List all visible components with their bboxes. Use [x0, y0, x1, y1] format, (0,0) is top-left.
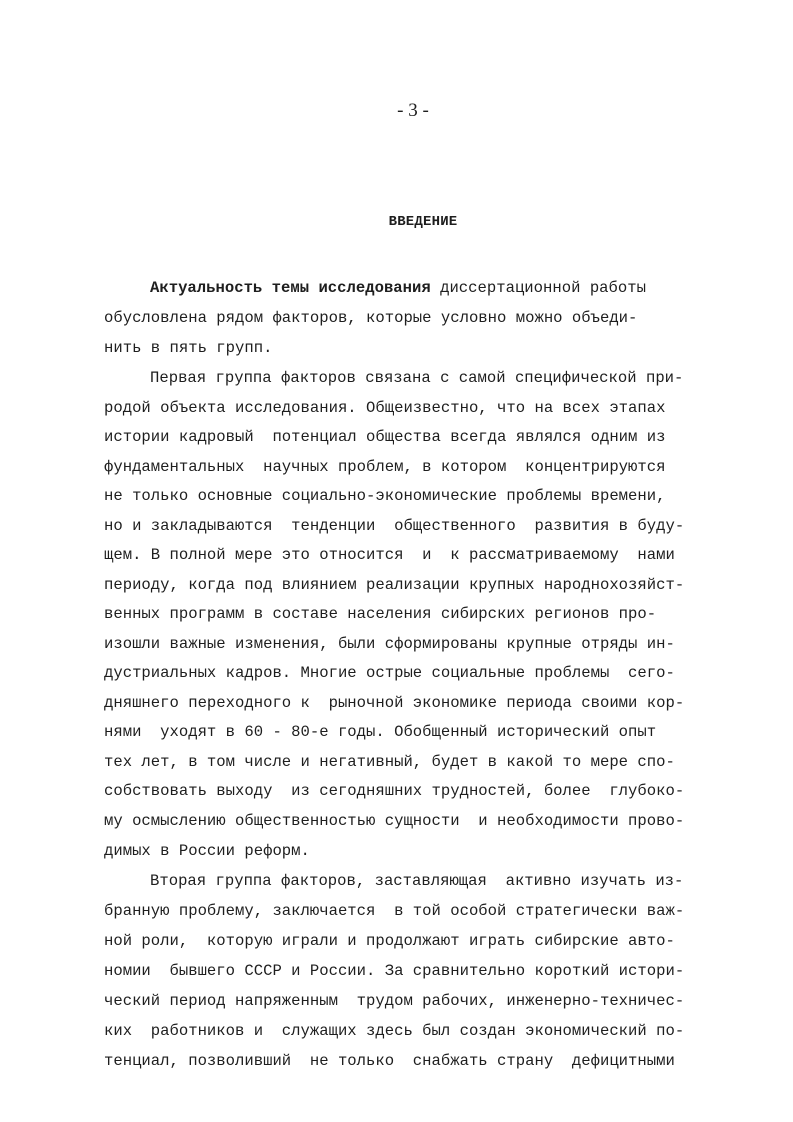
paragraph-line: периоду, когда под влиянием реализации крупных народнохозяйст- — [104, 576, 685, 594]
paragraph-line: тех лет, в том числе и негативный, будет в какой то мере спо- — [104, 753, 675, 771]
paragraph-line: дняшнего переходного к рыночной экономике периода своими кор- — [104, 694, 685, 712]
paragraph-line: ческий период напряженным трудом рабочих, инженерно-техничес- — [104, 992, 685, 1010]
paragraph-line: но и закладываются тенденции общественного развития в буду- — [104, 517, 685, 535]
paragraph-line: бранную проблему, заключается в той особой стратегически важ- — [104, 902, 685, 920]
page-number: - 3 - — [397, 100, 429, 121]
paragraph-line: фундаментальных научных проблем, в котором концентрируются — [104, 458, 666, 476]
paragraph-line: Вторая группа факторов, заставляющая активно изучать из- — [150, 872, 684, 890]
paragraph-line: венных программ в составе населения сибирских регионов про- — [104, 605, 657, 623]
paragraph-line: нями уходят в 60 - 80-е годы. Обобщенный исторический опыт — [104, 723, 657, 741]
section-heading: ВВЕДЕНИЕ — [388, 214, 458, 230]
paragraph-line: родой объекта исследования. Общеизвестно, что на всех этапах — [104, 399, 666, 417]
paragraph-line: ких работников и служащих здесь был создан экономический по- — [104, 1022, 685, 1040]
paragraph-line: не только основные социально-экономические проблемы времени, — [104, 487, 666, 505]
paragraph-line: щем. В полной мере это относится и к рассматриваемому нами — [104, 546, 675, 564]
line-text: диссертационной работы — [430, 279, 646, 297]
paragraph-line: обусловлена рядом факторов, которые условно можно объеди- — [104, 309, 638, 327]
paragraph-line: тенциал, позволивший не только снабжать страну дефицитными — [104, 1052, 675, 1070]
paragraph-line: изошли важные изменения, были сформированы крупные отряды ин- — [104, 635, 675, 653]
paragraph-line: нить в пять групп. — [104, 339, 273, 357]
paragraph-line: истории кадровый потенциал общества всегда являлся одним из — [104, 428, 666, 446]
paragraph-line: ной роли, которую играли и продолжают играть сибирские авто- — [104, 932, 675, 950]
paragraph-line: димых в России реформ. — [104, 842, 310, 860]
paragraph-line: Первая группа факторов связана с самой специфической при- — [150, 369, 684, 387]
paragraph-line: собствовать выходу из сегодняшних трудностей, более глубоко- — [104, 782, 685, 800]
paragraph-line: номии бывшего СССР и России. За сравнительно короткий истори- — [104, 962, 685, 980]
paragraph-line: дустриальных кадров. Многие острые социальные проблемы сего- — [104, 664, 675, 682]
paragraph-line — [150, 276, 646, 300]
bold-lead-phrase: Актуальность темы исследования — [150, 279, 431, 297]
paragraph-line: му осмыслению общественностью сущности и необходимости прово- — [104, 812, 685, 830]
